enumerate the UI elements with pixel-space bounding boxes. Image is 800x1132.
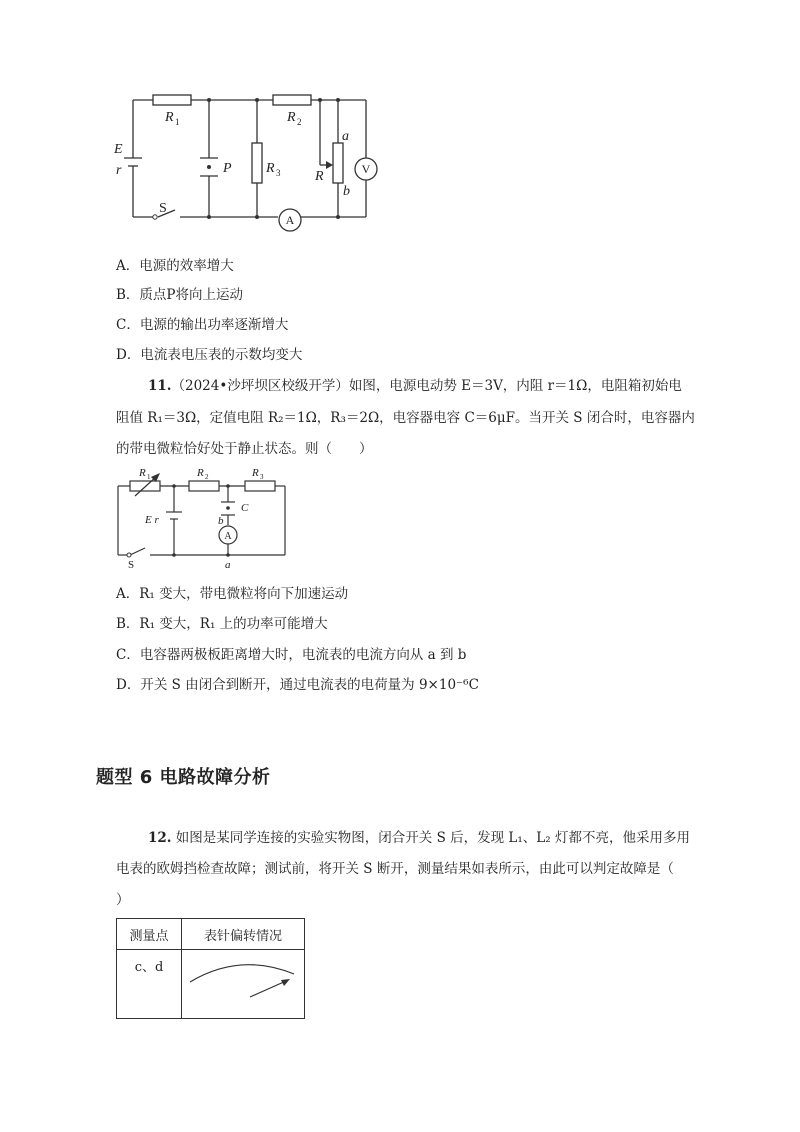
- option-letter: B．: [116, 287, 140, 303]
- q11-stem-line1: [148, 377, 682, 395]
- label-R1: R: [165, 110, 174, 125]
- label-R3: R: [266, 161, 275, 176]
- label-R1-sub: 1: [175, 117, 180, 127]
- option-text: 质点P将向上运动: [139, 287, 244, 303]
- circuit-diagram-1: [0, 0, 800, 245]
- label-R: R: [315, 169, 324, 184]
- c2-ammeter-A: A: [224, 531, 232, 542]
- option-letter: B．: [116, 616, 140, 632]
- q12-stem-line2: 电表的欧姆挡检查故障；测试前，将开关 S 断开，测量结果如表所示，由此可以判定故障是（: [116, 861, 674, 877]
- meter-deflection-sketch: [182, 950, 304, 1014]
- table-header-point: 测量点: [117, 919, 182, 950]
- voltmeter-V: V: [361, 162, 371, 176]
- c2-label-a: a: [225, 559, 231, 571]
- q12-stem-line1: [148, 829, 690, 847]
- label-R2-sub: 2: [297, 117, 302, 127]
- q11-text: 如图，电源电动势 E＝3V，内阻 r＝1Ω，电阻箱初始电: [348, 378, 682, 394]
- section-heading: 题型 6 电路故障分析: [96, 767, 271, 788]
- option-letter: A．: [116, 258, 140, 274]
- q10-option-d: [116, 346, 302, 364]
- option-text: 电流表电压表的示数均变大: [140, 347, 303, 363]
- q11-source: （2024•沙坪坝区校级开学）: [171, 378, 349, 394]
- label-R3-sub: 3: [276, 168, 281, 178]
- c2-label-R2: R: [197, 467, 204, 479]
- circuit-diagram-2: [0, 460, 800, 575]
- table-cell-deflection: [182, 950, 305, 1019]
- label-P: P: [223, 161, 232, 176]
- q11-option-a: [116, 585, 348, 603]
- table-cell-point: c、d: [117, 950, 182, 1019]
- q11-option-b: [116, 615, 328, 633]
- option-letter: A．: [116, 586, 140, 602]
- q11-stem-line2: 阻值 R₁＝3Ω，定值电阻 R₂＝1Ω，R₃＝2Ω，电容器电容 C＝6μF。当开关 S 闭合时，电容器内: [116, 410, 695, 426]
- q12-number: 12.: [148, 830, 172, 846]
- q10-option-b: [116, 286, 243, 304]
- q11-number: 11.: [148, 378, 172, 394]
- option-letter: C．: [116, 647, 140, 663]
- label-a: a: [342, 129, 349, 144]
- label-E: E: [114, 142, 123, 157]
- measurement-table: [116, 918, 305, 1019]
- option-text: 电源的效率增大: [139, 258, 234, 274]
- option-letter: D．: [116, 347, 141, 363]
- option-letter: C．: [116, 317, 140, 333]
- q12-stem-line3: ）: [116, 892, 130, 908]
- option-text: R₁ 变大，带电微粒将向下加速运动: [139, 586, 349, 602]
- c2-label-R3: R: [252, 467, 259, 479]
- c2-label-C: C: [241, 502, 249, 514]
- c2-label-R3-sub: 3: [260, 473, 264, 481]
- q11-option-c: [116, 646, 466, 664]
- label-R2: R: [287, 110, 296, 125]
- q12-text: 如图是某同学连接的实验实物图，闭合开关 S 后，发现 L₁、L₂ 灯都不亮，他采用多用: [175, 830, 690, 846]
- option-text: 开关 S 由闭合到断开，通过电流表的电荷量为 9×10⁻⁶C: [140, 677, 479, 693]
- c2-label-S: S: [128, 559, 135, 571]
- ammeter-A: A: [285, 213, 295, 227]
- q10-option-a: [116, 257, 234, 275]
- c2-label-R1-sub: 1: [147, 473, 151, 481]
- label-b: b: [343, 184, 350, 199]
- q10-option-c: [116, 316, 288, 334]
- option-letter: D．: [116, 677, 141, 693]
- c2-label-b: b: [218, 515, 224, 527]
- q11-stem-line3: 的带电微粒恰好处于静止状态。则（ ）: [116, 441, 373, 457]
- c2-label-Er: E r: [145, 514, 159, 526]
- option-text: R₁ 变大，R₁ 上的功率可能增大: [139, 616, 328, 632]
- label-S: S: [159, 201, 167, 216]
- table-header-deflection: 表针偏转情况: [182, 919, 305, 950]
- label-r: r: [116, 163, 122, 178]
- c2-label-R2-sub: 2: [205, 473, 209, 481]
- c2-label-R1: R: [139, 467, 146, 479]
- q11-option-d: [116, 676, 479, 694]
- option-text: 电源的输出功率逐渐增大: [139, 317, 289, 333]
- option-text: 电容器两极板距离增大时，电流表的电流方向从 a 到 b: [139, 647, 467, 663]
